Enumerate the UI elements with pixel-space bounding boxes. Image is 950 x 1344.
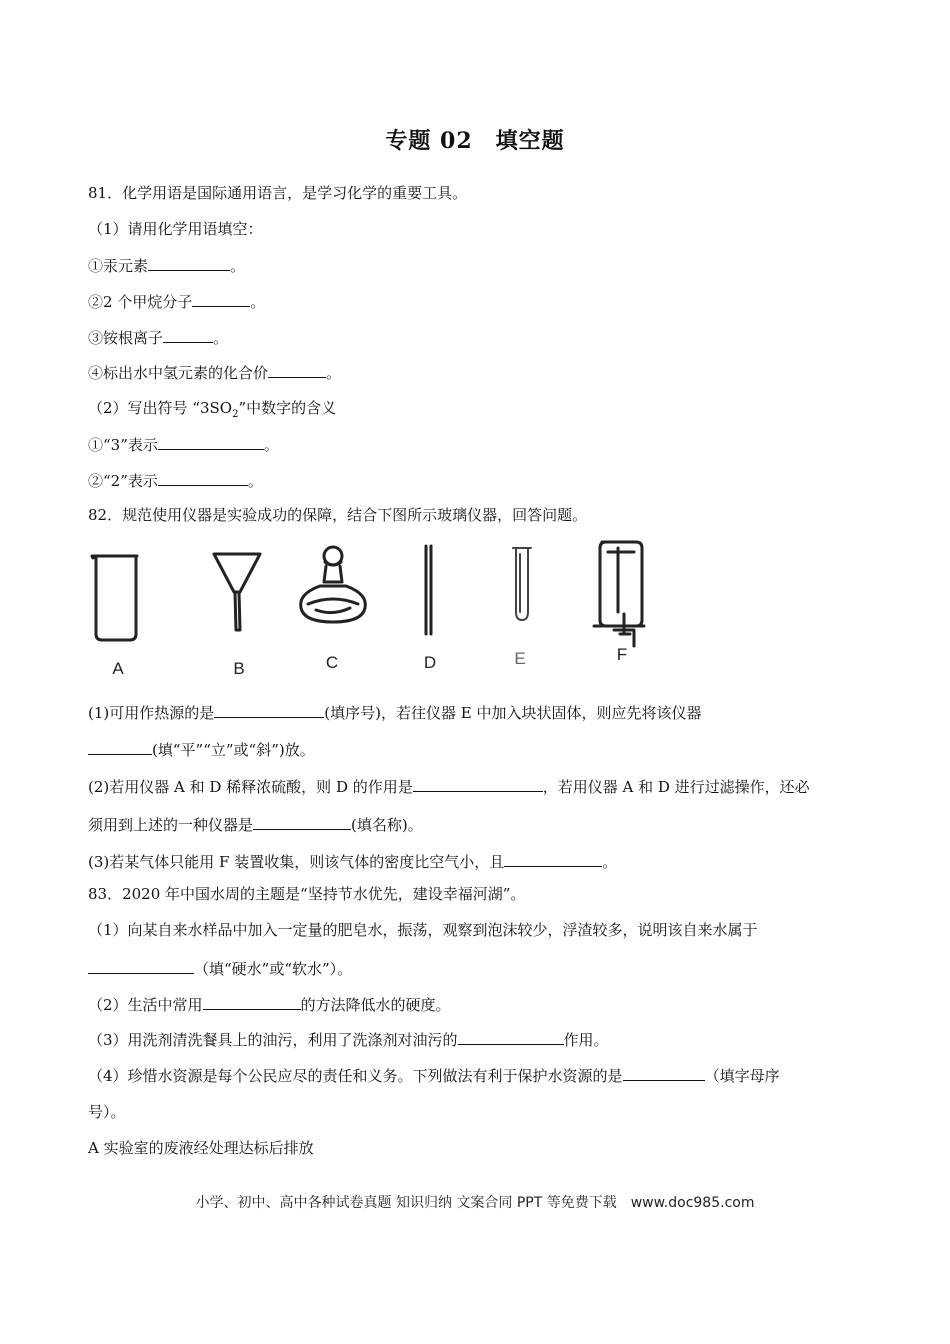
q83-sub4-line2: 号）。 xyxy=(88,1103,126,1121)
label-d: D xyxy=(423,653,437,672)
q82-sub1-line2: (填“平”“立”或“斜”)放。 xyxy=(88,739,315,760)
beaker-icon xyxy=(92,556,137,640)
q81-item-b2: ②“2”表示 。 xyxy=(88,472,263,490)
footer-text: 小学、初中、高中各种试卷真题 知识归纳 文案合同 PPT 等免费下载 www.doc985.com xyxy=(195,1195,755,1211)
label-a: A xyxy=(112,659,124,678)
answer-blank[interactable] xyxy=(88,958,194,974)
q83-sub2: （2）生活中常用 的方法降低水的硬度。 xyxy=(88,996,451,1014)
answer-blank[interactable] xyxy=(413,776,543,792)
glass-rod-icon xyxy=(426,546,431,634)
funnel-icon xyxy=(214,554,260,630)
gas-bottle-icon xyxy=(594,542,644,646)
q81-item-4: ④标出水中氢元素的化合价 。 xyxy=(88,364,342,382)
answer-blank[interactable] xyxy=(163,327,213,343)
q81-part1: （1）请用化学用语填空： xyxy=(88,220,263,238)
answer-blank[interactable] xyxy=(268,362,326,378)
answer-blank[interactable] xyxy=(253,814,351,830)
label-b: B xyxy=(233,659,245,678)
label-c: C xyxy=(325,653,339,672)
q83-sub4-line1: （4）珍惜水资源是每个公民应尽的责任和义务。下列做法有利于保护水资源的是 （填字母序 xyxy=(88,1067,780,1085)
q81-part2: （2）写出符号 “$3SO_2$”中数字的含义 xyxy=(88,399,337,420)
q82-sub2-line2: 须用到上述的一种仪器是 (填名称)。 xyxy=(88,816,423,834)
answer-blank[interactable] xyxy=(214,702,324,718)
q82-stem: 82．规范使用仪器是实验成功的保障，结合下图所示玻璃仪器，回答问题。 xyxy=(88,506,588,524)
q82-sub3: (3)若某气体只能用 F 装置收集，则该气体的密度比空气小，且 。 xyxy=(88,853,618,871)
label-e: E xyxy=(514,649,526,668)
answer-blank[interactable] xyxy=(504,851,602,867)
q82-sub2-line1: (2)若用仪器 A 和 D 稀释浓硫酸，则 D 的作用是 ，若用仪器 A 和 D 进行过滤操作，还必 xyxy=(88,778,810,796)
alcohol-lamp-icon xyxy=(301,547,366,622)
q81-item-3: ③铵根离子 。 xyxy=(88,329,229,347)
answer-blank[interactable] xyxy=(623,1065,705,1081)
test-tube-icon xyxy=(513,548,531,620)
q83-sub1-line1: （1）向某自来水样品中加入一定量的肥皂水，振荡，观察到泡沫较少，浮渣较多，说明该自来水属于 xyxy=(88,921,758,939)
q83-option-a: A 实验室的废液经处理达标后排放 xyxy=(88,1139,314,1157)
answer-blank[interactable] xyxy=(192,291,250,307)
answer-blank[interactable] xyxy=(158,434,264,450)
q81-stem: 81．化学用语是国际通用语言，是学习化学的重要工具。 xyxy=(88,184,468,202)
label-f: F xyxy=(616,645,628,664)
q81-item-1: ①汞元素 。 xyxy=(88,257,246,275)
answer-blank[interactable] xyxy=(458,1029,564,1045)
answer-blank[interactable] xyxy=(88,739,152,755)
q83-sub3: （3）用洗剂清洗餐具上的油污，利用了洗涤剂对油污的 作用。 xyxy=(88,1031,609,1049)
glassware-figure xyxy=(88,534,688,684)
q81-item-2: ②2 个甲烷分子 。 xyxy=(88,293,266,311)
answer-blank[interactable] xyxy=(203,994,301,1010)
q82-sub1-line1: (1)可用作热源的是 (填序号)，若往仪器 E 中加入块状固体，则应先将该仪器 xyxy=(88,704,702,722)
page-title: 专题 02 填空题 xyxy=(385,128,565,154)
q83-stem: 83．2020 年中国水周的主题是“坚持节水优先，建设幸福河湖”。 xyxy=(88,885,526,903)
q83-sub1-line2: （填“硬水”或“软水”）。 xyxy=(88,958,352,979)
answer-blank[interactable] xyxy=(158,470,248,486)
answer-blank[interactable] xyxy=(148,255,230,271)
q81-item-b1: ①“3”表示 。 xyxy=(88,436,279,454)
